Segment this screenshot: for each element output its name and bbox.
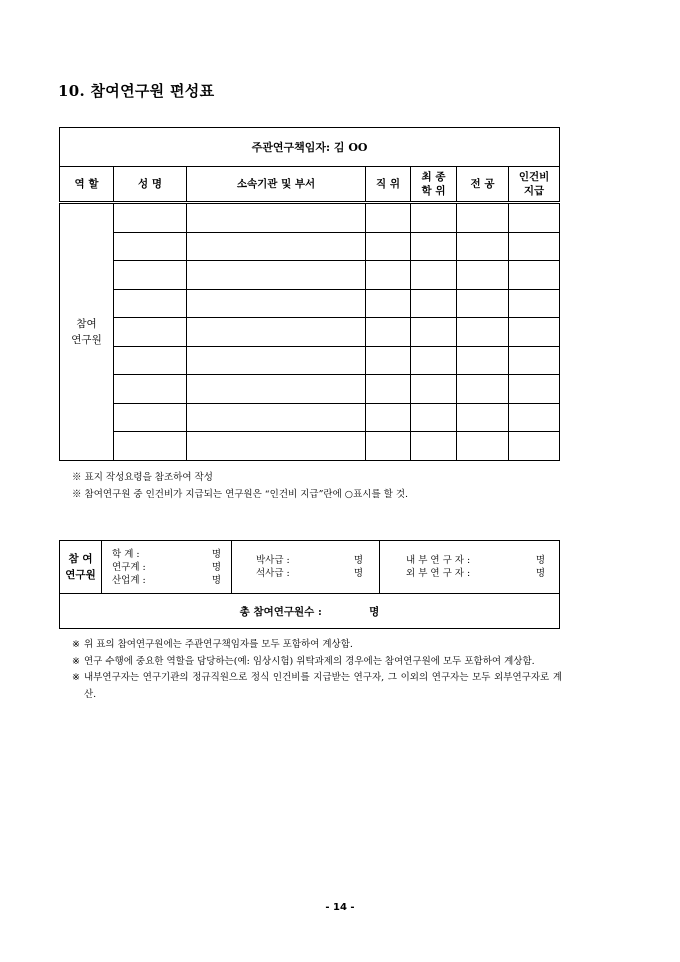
- header-labor-line2: 지급: [523, 185, 545, 197]
- degree-cell[interactable]: [411, 203, 457, 233]
- degree-cell[interactable]: [411, 403, 457, 432]
- position-cell[interactable]: [366, 289, 411, 318]
- name-cell[interactable]: [114, 318, 187, 347]
- affiliation-cell[interactable]: [187, 232, 366, 261]
- degree-cell[interactable]: [411, 261, 457, 290]
- labor-cell[interactable]: [509, 203, 560, 233]
- table-row: [60, 261, 560, 290]
- affiliation-cell[interactable]: [187, 203, 366, 233]
- table-body: [60, 203, 560, 461]
- count-label: 석사급 :: [256, 568, 290, 579]
- labor-cell[interactable]: [509, 289, 560, 318]
- major-cell[interactable]: [457, 232, 509, 261]
- note-text: 연구 수행에 중요한 역할을 담당하는(예: 임상시험) 위탁과제의 경우에는 참여연구원에 모두 포함하여 계상함.: [84, 655, 535, 667]
- page-number: - 14 -: [325, 902, 355, 913]
- note-item: [72, 654, 562, 671]
- degree-cell[interactable]: [411, 232, 457, 261]
- summary-label-line2: 연구원: [65, 569, 96, 581]
- header-degree: [411, 167, 457, 203]
- major-cell[interactable]: [457, 432, 509, 461]
- header-name: 성 명: [114, 167, 187, 203]
- count-label: 외 부 연 구 자 :: [406, 568, 471, 579]
- count-label: 내 부 연 구 자 :: [406, 555, 471, 566]
- count-unit: 명: [535, 568, 545, 579]
- count-label: 학 계 :: [112, 548, 140, 560]
- major-cell[interactable]: [457, 375, 509, 404]
- header-role: 역 할: [60, 167, 114, 203]
- labor-cell[interactable]: [509, 375, 560, 404]
- header-degree-line2: 학 위: [421, 185, 446, 197]
- affiliation-cell[interactable]: [187, 346, 366, 375]
- position-cell[interactable]: [366, 432, 411, 461]
- summary-table: [59, 540, 560, 629]
- table-row: [60, 432, 560, 461]
- count-line: [246, 554, 373, 567]
- section-title: 10. 참여연구원 편성표: [58, 82, 215, 100]
- note-item: ※ 참여연구원 중 인건비가 지급되는 연구원은 “인건비 지급”란에 ○표시를 할 것.: [72, 488, 409, 500]
- major-cell[interactable]: [457, 289, 509, 318]
- pi-cell: 주관연구책임자: 김 OO: [60, 128, 560, 167]
- count-unit: 명: [353, 555, 363, 566]
- count-unit: 명: [211, 561, 221, 573]
- name-cell[interactable]: [114, 432, 187, 461]
- labor-cell[interactable]: [509, 318, 560, 347]
- note-mark: ※: [72, 655, 80, 667]
- role-line1: 참여: [76, 317, 97, 330]
- labor-cell[interactable]: [509, 403, 560, 432]
- researcher-table: [59, 127, 560, 461]
- major-cell[interactable]: [457, 318, 509, 347]
- labor-cell[interactable]: [509, 432, 560, 461]
- header-degree-line1: 최 종: [421, 171, 446, 183]
- note-item: ※ 표지 작성요령을 참조하여 작성: [72, 472, 213, 483]
- degree-cell[interactable]: [411, 346, 457, 375]
- degree-cell[interactable]: [411, 289, 457, 318]
- count-line: [102, 548, 231, 561]
- total-label: 총 참여연구원수 :: [239, 605, 322, 618]
- degree-cell[interactable]: [411, 318, 457, 347]
- note-text: 위 표의 참여연구원에는 주관연구책임자를 모두 포함하여 계상함.: [84, 639, 353, 650]
- count-label: 박사급 :: [256, 555, 290, 566]
- note-text: 내부연구자는 연구기관의 정규직원으로 정식 인건비를 지급받는 연구자, 그 이외의 연구자는 모두 외부연구자로 계산.: [84, 672, 562, 700]
- table-row: [60, 375, 560, 404]
- labor-cell[interactable]: [509, 261, 560, 290]
- role-cell: [60, 203, 114, 461]
- position-cell[interactable]: [366, 403, 411, 432]
- affiliation-cell[interactable]: [187, 318, 366, 347]
- position-cell[interactable]: [366, 203, 411, 233]
- total-row: [60, 594, 560, 629]
- table-row: [60, 403, 560, 432]
- affiliation-cell[interactable]: [187, 375, 366, 404]
- degree-cell[interactable]: [411, 375, 457, 404]
- degree-counts: [232, 541, 380, 594]
- table-row: [60, 318, 560, 347]
- notes-bottom: [72, 637, 562, 703]
- affiliation-cell[interactable]: [187, 432, 366, 461]
- count-line: [396, 554, 555, 567]
- table-row: [60, 232, 560, 261]
- name-cell[interactable]: [114, 261, 187, 290]
- count-line: [102, 574, 231, 587]
- affiliation-cell[interactable]: [187, 403, 366, 432]
- major-cell[interactable]: [457, 403, 509, 432]
- name-cell[interactable]: [114, 403, 187, 432]
- major-cell[interactable]: [457, 261, 509, 290]
- affiliation-cell[interactable]: [187, 261, 366, 290]
- sector-counts: [102, 541, 232, 594]
- name-cell[interactable]: [114, 346, 187, 375]
- count-line: [246, 567, 373, 580]
- header-labor-line1: 인건비: [518, 171, 550, 183]
- major-cell[interactable]: [457, 203, 509, 233]
- count-line: [102, 561, 231, 574]
- note-item: [72, 637, 562, 654]
- name-cell[interactable]: [114, 232, 187, 261]
- notes-top: [72, 470, 408, 503]
- table-row: [60, 289, 560, 318]
- total-unit: 명: [369, 605, 380, 618]
- count-unit: 명: [211, 548, 221, 560]
- count-line: [396, 567, 555, 580]
- position-cell[interactable]: [366, 318, 411, 347]
- count-unit: 명: [211, 574, 221, 586]
- note-item: [72, 670, 562, 703]
- affiliation-cell[interactable]: [187, 289, 366, 318]
- position-cell[interactable]: [366, 232, 411, 261]
- table-row: [60, 203, 560, 233]
- summary-label-line1: 참 여: [68, 553, 93, 565]
- position-cell[interactable]: [366, 375, 411, 404]
- header-labor: [509, 167, 560, 203]
- count-unit: 명: [535, 555, 545, 566]
- count-label: 산업계 :: [112, 574, 146, 586]
- position-cell[interactable]: [366, 346, 411, 375]
- name-cell[interactable]: [114, 203, 187, 233]
- note-mark: ※: [72, 639, 80, 650]
- count-unit: 명: [353, 568, 363, 579]
- position-cell[interactable]: [366, 261, 411, 290]
- header-major: 전 공: [457, 167, 509, 203]
- name-cell[interactable]: [114, 289, 187, 318]
- researcher-type-counts: [380, 541, 560, 594]
- labor-cell[interactable]: [509, 346, 560, 375]
- role-line2: 연구원: [71, 333, 102, 346]
- degree-cell[interactable]: [411, 432, 457, 461]
- header-affiliation: 소속기관 및 부서: [187, 167, 366, 203]
- count-label: 연구계 :: [112, 561, 146, 573]
- header-position: 직 위: [366, 167, 411, 203]
- note-mark: ※: [72, 672, 80, 683]
- labor-cell[interactable]: [509, 232, 560, 261]
- summary-label: [60, 541, 102, 594]
- major-cell[interactable]: [457, 346, 509, 375]
- table-row: [60, 346, 560, 375]
- name-cell[interactable]: [114, 375, 187, 404]
